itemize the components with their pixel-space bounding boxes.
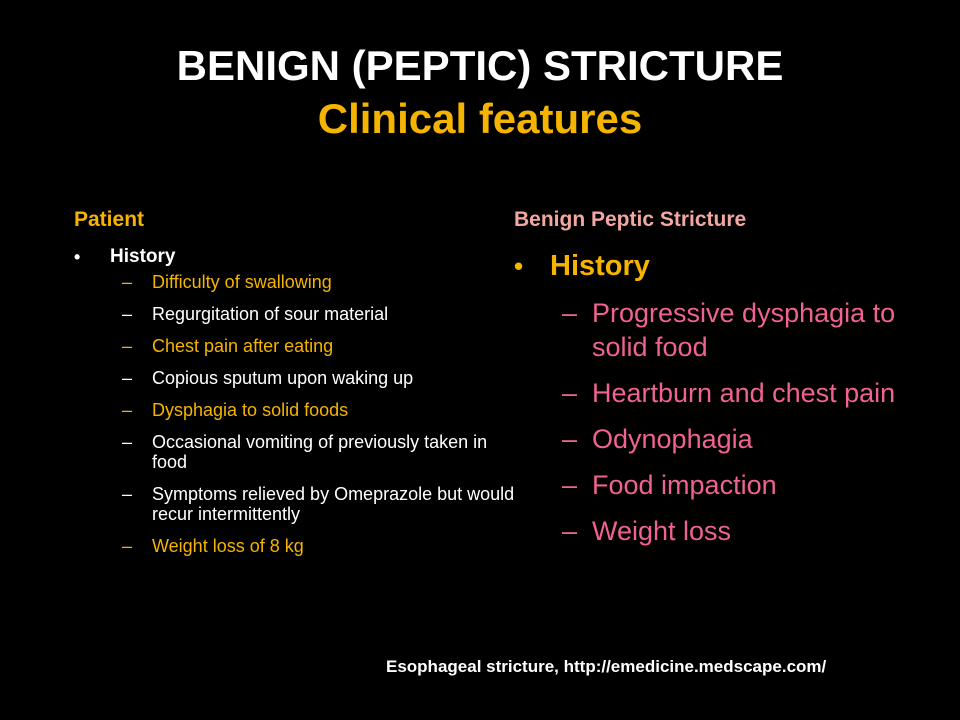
list-item-text: Heartburn and chest pain [592,378,896,408]
left-column-heading: Patient [74,208,145,231]
dash-icon: – [562,470,578,500]
right-history-list [514,296,934,548]
list-item [74,400,524,420]
list-item [74,432,524,472]
slide-title [0,40,960,146]
list-item [74,536,524,556]
source-citation: Esophageal stricture, http://emedicine.medscape.com/ [386,657,827,676]
list-item-text: Symptoms relieved by Omeprazole but would recur intermittently [152,484,515,524]
bullet-dot-icon: • [74,247,81,267]
list-item [74,304,524,324]
bullet-dot-icon: • [514,251,524,281]
list-item-text: Occasional vomiting of previously taken in food [152,432,488,472]
left-history-label: History [110,246,176,267]
dash-icon: – [562,298,578,328]
list-item-text: Odynophagia [592,424,753,454]
left-history-list [74,272,524,556]
dash-icon: – [122,368,133,388]
list-item [514,514,934,548]
right-column-heading: Benign Peptic Stricture [514,208,747,231]
left-history-bullet [74,244,524,270]
list-item [514,296,934,364]
list-item [74,484,524,524]
dash-icon: – [122,336,133,356]
dash-icon: – [562,424,578,454]
list-item-text: Progressive dysphagia to solid food [592,298,896,362]
list-item [74,368,524,388]
list-item-text: Difficulty of swallowing [152,272,332,292]
list-item-text: Copious sputum upon waking up [152,368,414,388]
dash-icon: – [122,536,133,556]
list-item [74,272,524,292]
list-item-text: Weight loss [592,516,732,546]
list-item-text: Dysphagia to solid foods [152,400,349,420]
title-subtitle: Clinical features [317,95,643,142]
list-item [514,422,934,456]
list-item [514,376,934,410]
right-history-bullet [514,248,934,284]
title-main: BENIGN (PEPTIC) STRICTURE [176,42,784,89]
right-column [514,206,934,548]
dash-icon: – [562,516,578,546]
list-item-text: Food impaction [592,470,777,500]
left-column [74,206,524,568]
right-history-label: History [550,250,650,282]
dash-icon: – [562,378,578,408]
dash-icon: – [122,484,133,504]
dash-icon: – [122,272,133,292]
dash-icon: – [122,400,133,420]
list-item-text: Weight loss of 8 kg [152,536,304,556]
dash-icon: – [122,304,133,324]
list-item-text: Regurgitation of sour material [152,304,389,324]
list-item [514,468,934,502]
list-item-text: Chest pain after eating [152,336,334,356]
dash-icon: – [122,432,133,452]
list-item [74,336,524,356]
